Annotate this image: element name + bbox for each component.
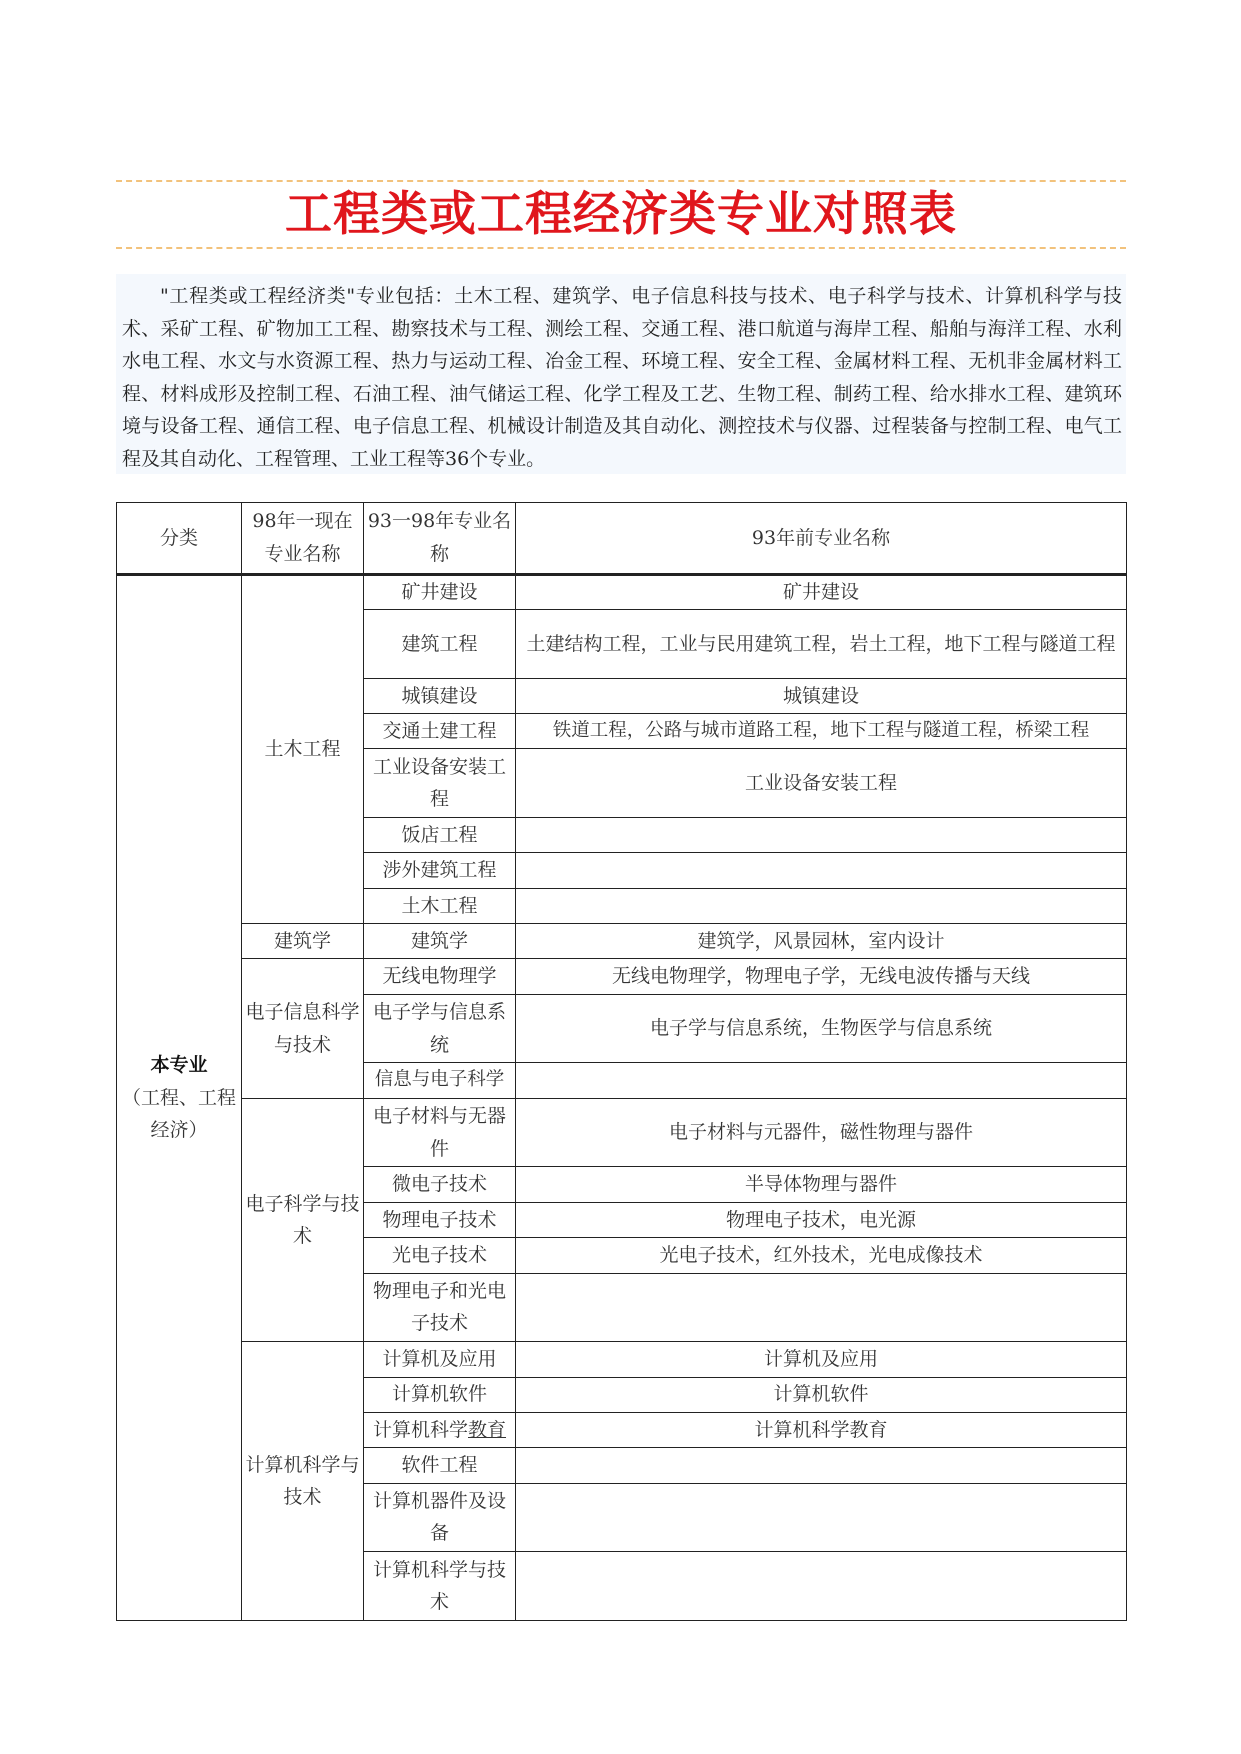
mid-name-cell: 土木工程 [364, 888, 516, 923]
mid-name-cell: 信息与电子科学 [364, 1063, 516, 1098]
header-mid-name: 93一98年专业名称 [364, 503, 516, 575]
mid-name-cell: 计算机及应用 [364, 1342, 516, 1377]
mid-name-cell: 电子材料与无器件 [364, 1098, 516, 1167]
old-name-cell [516, 1063, 1127, 1098]
old-name-cell: 光电子技术，红外技术，光电成像技术 [516, 1238, 1127, 1273]
mid-name-cell: 工业设备安装工程 [364, 749, 516, 818]
table-row [117, 924, 1127, 959]
major-comparison-table [116, 502, 1127, 1621]
old-name-cell: 计算机及应用 [516, 1342, 1127, 1377]
old-name-cell [516, 818, 1127, 853]
mid-name-cell [364, 1412, 516, 1447]
mid-name-cell: 物理电子技术 [364, 1202, 516, 1237]
mid-name-cell: 建筑工程 [364, 610, 516, 679]
header-current-name: 98年一现在专业名称 [242, 503, 364, 575]
mid-name-underlined: 教育 [468, 1418, 507, 1441]
old-name-cell: 工业设备安装工程 [516, 749, 1127, 818]
mid-name-cell: 城镇建设 [364, 678, 516, 713]
group-name: 电子信息科学与技术 [242, 959, 364, 1098]
major-comparison-table-wrap [116, 502, 1126, 1621]
header-old-name: 93年前专业名称 [516, 503, 1127, 575]
mid-name-cell: 饭店工程 [364, 818, 516, 853]
old-name-cell: 矿井建设 [516, 574, 1127, 609]
old-name-cell: 城镇建设 [516, 678, 1127, 713]
mid-name-cell: 软件工程 [364, 1448, 516, 1483]
old-name-cell [516, 1448, 1127, 1483]
mid-name-cell: 建筑学 [364, 924, 516, 959]
old-name-cell: 土建结构工程，工业与民用建筑工程，岩土工程，地下工程与隧道工程 [516, 610, 1127, 679]
old-name-cell: 无线电物理学，物理电子学，无线电波传播与天线 [516, 959, 1127, 994]
title-top-rule [116, 180, 1126, 182]
old-name-cell: 物理电子技术，电光源 [516, 1202, 1127, 1237]
header-category: 分类 [117, 503, 242, 575]
mid-name-cell: 计算机器件及设备 [364, 1483, 516, 1552]
old-name-cell: 建筑学，风景园林，室内设计 [516, 924, 1127, 959]
title-bottom-rule [116, 247, 1126, 249]
mid-name-cell: 无线电物理学 [364, 959, 516, 994]
group-name: 电子科学与技术 [242, 1098, 364, 1341]
mid-name-cell: 交通土建工程 [364, 714, 516, 749]
group-name: 计算机科学与技术 [242, 1342, 364, 1621]
category-main: 本专业 [150, 1054, 208, 1077]
old-name-cell [516, 1273, 1127, 1342]
category-cell [117, 574, 242, 1620]
old-name-cell [516, 888, 1127, 923]
mid-name-cell: 物理电子和光电子技术 [364, 1273, 516, 1342]
table-row [117, 1098, 1127, 1167]
intro-paragraph: "工程类或工程经济类"专业包括：土木工程、建筑学、电子信息科技与技术、电子科学与技术、计算机科学与技术、采矿工程、矿物加工工程、勘察技术与工程、测绘工程、交通工程、港口航道与海岸工程、船舶与海洋工程、水利水电工程、水文与水资源工程、热力与运动工程、冶金工程、环境工程、安全工程、金属材料工程、无机非金属材料工程、材料成形及控制工程、石油工程、油气储运工程、化学工程及工艺、生物工程、制药工程、给水排水工程、建筑环境与设备工程、通信工程、电子信息工程、机械设计制造及其自动化、测控技术与仪器、过程装备与控制工程、电气工程及其自动化、工程管理、工业工程等36个专业。 [116, 274, 1126, 474]
mid-name-prefix: 计算机科学 [372, 1418, 468, 1441]
old-name-cell: 电子材料与元器件，磁性物理与器件 [516, 1098, 1127, 1167]
group-name: 土木工程 [242, 574, 364, 923]
old-name-cell [516, 1483, 1127, 1552]
old-name-cell [516, 1552, 1127, 1621]
mid-name-cell: 矿井建设 [364, 574, 516, 609]
old-name-cell: 计算机科学教育 [516, 1412, 1127, 1447]
old-name-cell: 电子学与信息系统，生物医学与信息系统 [516, 994, 1127, 1063]
old-name-cell [516, 853, 1127, 888]
group-name: 建筑学 [242, 924, 364, 959]
mid-name-cell: 电子学与信息系统 [364, 994, 516, 1063]
old-name-cell: 半导体物理与器件 [516, 1167, 1127, 1202]
header-row [117, 503, 1127, 575]
mid-name-cell: 涉外建筑工程 [364, 853, 516, 888]
old-name-cell: 计算机软件 [516, 1377, 1127, 1412]
page-title: 工程类或工程经济类专业对照表 [285, 187, 957, 242]
table-row [117, 1342, 1127, 1377]
mid-name-cell: 微电子技术 [364, 1167, 516, 1202]
table-row [117, 574, 1127, 609]
table-row [117, 959, 1127, 994]
mid-name-cell: 计算机科学与技术 [364, 1552, 516, 1621]
old-name-cell: 铁道工程，公路与城市道路工程，地下工程与隧道工程，桥梁工程 [516, 714, 1127, 749]
mid-name-cell: 计算机软件 [364, 1377, 516, 1412]
mid-name-cell: 光电子技术 [364, 1238, 516, 1273]
category-sub: （工程、工程经济） [121, 1086, 236, 1142]
